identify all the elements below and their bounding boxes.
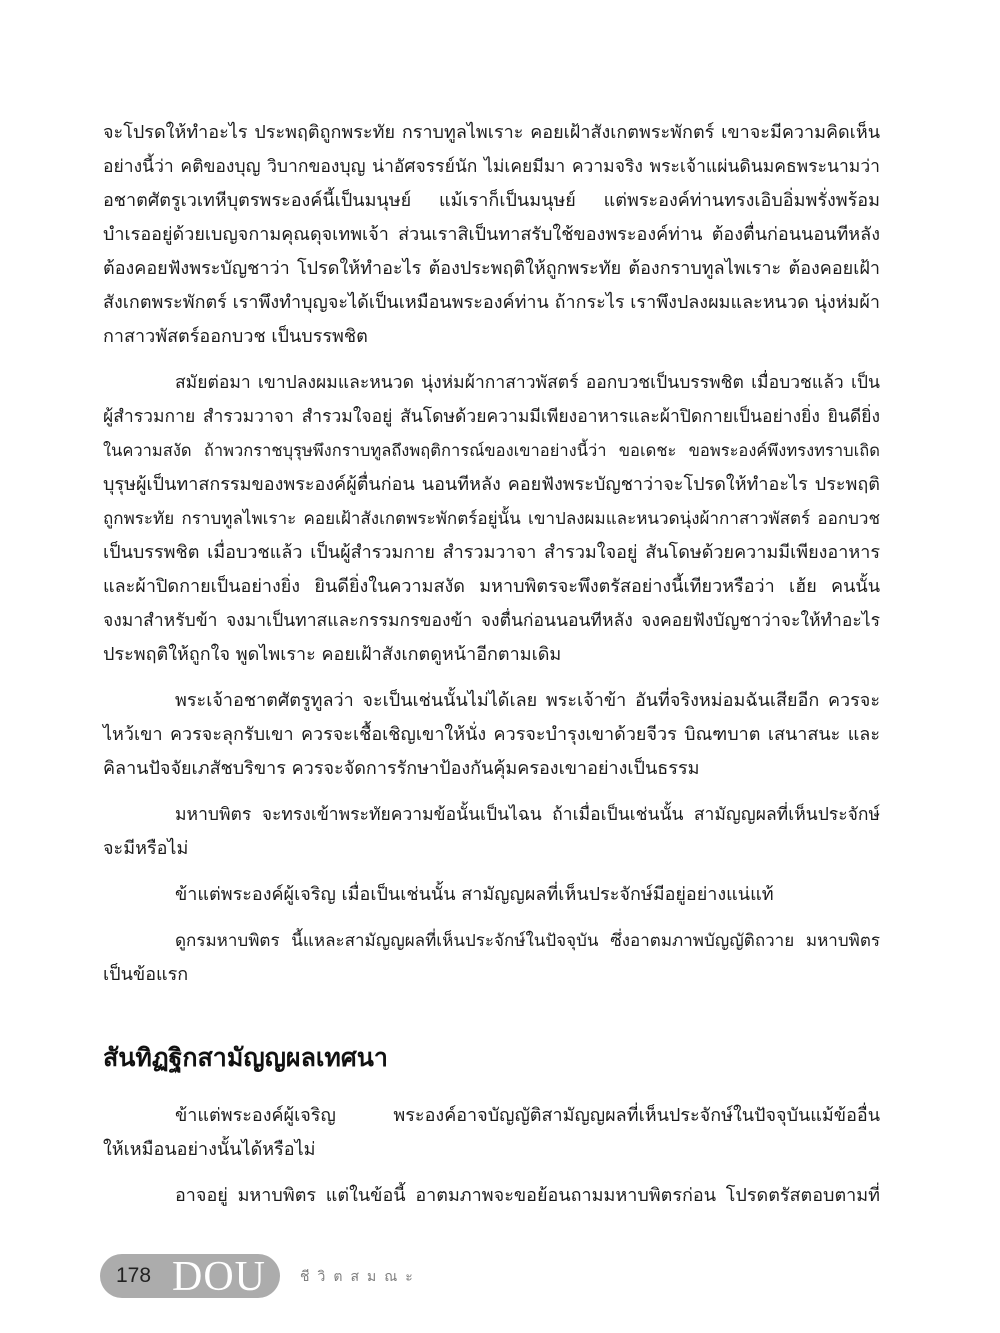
text-line: บำเรออยู่ด้วยเบญจกามคุณดุจเทพเจ้า ส่วนเราสิเป็นทาสรับใช้ของพระองค์ท่าน ต้องตื่นก่อนนอนทีหลัง [103,224,880,245]
paragraph [103,924,880,992]
text-line: กาสาวพัสตร์ออกบวช เป็นบรรพชิต [103,326,368,347]
text-line: จะโปรดให้ทำอะไร ประพฤติถูกพระทัย กราบทูลไพเราะ คอยเฝ้าสังเกตพระพักตร์ เขาจะมีความคิดเห็น [103,122,880,143]
text-line: อย่างนี้ว่า คติของบุญ วิบากของบุญ น่าอัศจรรย์นัก ไม่เคยมีมา ความจริง พระเจ้าแผ่นดินมคธพระนามว่า [103,157,880,177]
text-line: อาจอยู่ มหาบพิตร แต่ในข้อนี้ อาตมภาพจะขอย้อนถามมหาบพิตรก่อน โปรดตรัสตอบตามที่ [175,1185,880,1206]
paragraph [103,366,880,672]
text-line: จะมีหรือไม่ [103,838,189,859]
text-line: ข้าแต่พระองค์ผู้เจริญ เมื่อเป็นเช่นนั้น สามัญญผลที่เห็นประจักษ์มีอยู่อย่างแน่แท้ [175,884,774,905]
paragraph [103,878,880,912]
text-line: จงมาสำหรับข้า จงมาเป็นทาสและกรรมกรของข้า จงตื่นก่อนนอนทีหลัง จงคอยฟังบัญชาว่าจะให้ทำอะไร [103,611,880,631]
page-number-badge [100,1254,280,1298]
text-line: ผู้สำรวมกาย สำรวมวาจา สำรวมใจอยู่ สันโดษด้วยความมีเพียงอาหารและผ้าปิดกายเป็นอย่างยิ่ง ยินดียิ่ง [103,407,880,427]
text-line: ต้องคอยฟังพระบัญชาว่า โปรดให้ทำอะไร ต้องประพฤติให้ถูกพระทัย ต้องกราบทูลไพเราะ ต้องคอยเฝ้า [103,258,880,279]
text-line: เป็นข้อแรก [103,964,189,985]
text-line: อชาตศัตรูเวเทหีบุตรพระองค์นี้เป็นมนุษย์ แม้เราก็เป็นมนุษย์ แต่พระองค์ท่านทรงเอิบอิ่มพรั่งพร้อม [103,190,880,211]
text-line: เป็นบรรพชิต เมื่อบวชแล้ว เป็นผู้สำรวมกาย สำรวมวาจา สำรวมใจอยู่ สันโดษด้วยความมีเพียงอาหาร [103,542,880,563]
text-line: มหาบพิตร จะทรงเข้าพระทัยความข้อนั้นเป็นไฉน ถ้าเมื่อเป็นเช่นนั้น สามัญญผลที่เห็นประจักษ์ [175,805,880,825]
text-line: ประพฤติให้ถูกใจ พูดไพเราะ คอยเฝ้าสังเกตดูหน้าอีกตามเดิม [103,644,562,665]
page-number: 178 [116,1264,152,1287]
section-heading: สันทิฏฐิกสามัญญผลเทศนา [103,1043,388,1072]
dou-logo: DOU [172,1254,266,1300]
paragraph [103,1179,880,1213]
text-line: ดูกรมหาบพิตร นี้แหละสามัญญผลที่เห็นประจักษ์ในปัจจุบัน ซึ่งอาตมภาพบัญญัติถวาย มหาบพิตร [175,931,880,951]
running-title: ชีวิตสมณะ [300,1269,421,1285]
text-line: สมัยต่อมา เขาปลงผมและหนวด นุ่งห่มผ้ากาสาวพัสตร์ ออกบวชเป็นบรรพชิต เมื่อบวชแล้ว เป็น [175,373,880,393]
text-line: ในความสงัด ถ้าพวกราชบุรุษพึงกราบทูลถึงพฤติการณ์ของเขาอย่างนี้ว่า ขอเดชะ ขอพระองค์พึงทรงทราบเถิด [103,441,880,460]
text-line: ให้เหมือนอย่างนั้นได้หรือไม่ [103,1139,316,1160]
text-line: และผ้าปิดกายเป็นอย่างยิ่ง ยินดียิ่งในความสงัด มหาบพิตรจะพึงตรัสอย่างนี้เทียวหรือว่า เฮ้ย คนนั้น [103,576,880,597]
paragraph [103,1099,880,1167]
text-line: ไหว้เขา ควรจะลุกรับเขา ควรจะเชื้อเชิญเขาให้นั่ง ควรจะบำรุงเขาด้วยจีวร บิณฑบาต เสนาสนะ และ [103,724,880,745]
paragraph [103,116,880,354]
text-line: ถูกพระทัย กราบทูลไพเราะ คอยเฝ้าสังเกตพระพักตร์อยู่นั้น เขาปลงผมและหนวดนุ่งผ้ากาสาวพัสตร์ ออกบวช [103,509,880,529]
page-body [103,116,880,1213]
text-line: บุรุษผู้เป็นทาสกรรมของพระองค์ผู้ตื่นก่อน นอนทีหลัง คอยฟังพระบัญชาว่าจะโปรดให้ทำอะไร ประพฤติ [103,474,880,495]
text-line: คิลานปัจจัยเภสัชบริขาร ควรจะจัดการรักษาป้องกันคุ้มครองเขาอย่างเป็นธรรม [103,758,700,779]
paragraph [103,798,880,866]
text-line: ข้าแต่พระองค์ผู้เจริญ พระองค์อาจบัญญัติสามัญญผลที่เห็นประจักษ์ในปัจจุบันแม้ข้ออื่น [175,1105,880,1126]
text-line: สังเกตพระพักตร์ เราพึงทำบุญจะได้เป็นเหมือนพระองค์ท่าน ถ้ากระไร เราพึงปลงผมและหนวด นุ่งห่มผ้า [103,292,880,313]
paragraph [103,684,880,786]
text-line: พระเจ้าอชาตศัตรูทูลว่า จะเป็นเช่นนั้นไม่ได้เลย พระเจ้าข้า อันที่จริงหม่อมฉันเสียอีก ควรจะ [175,690,880,711]
